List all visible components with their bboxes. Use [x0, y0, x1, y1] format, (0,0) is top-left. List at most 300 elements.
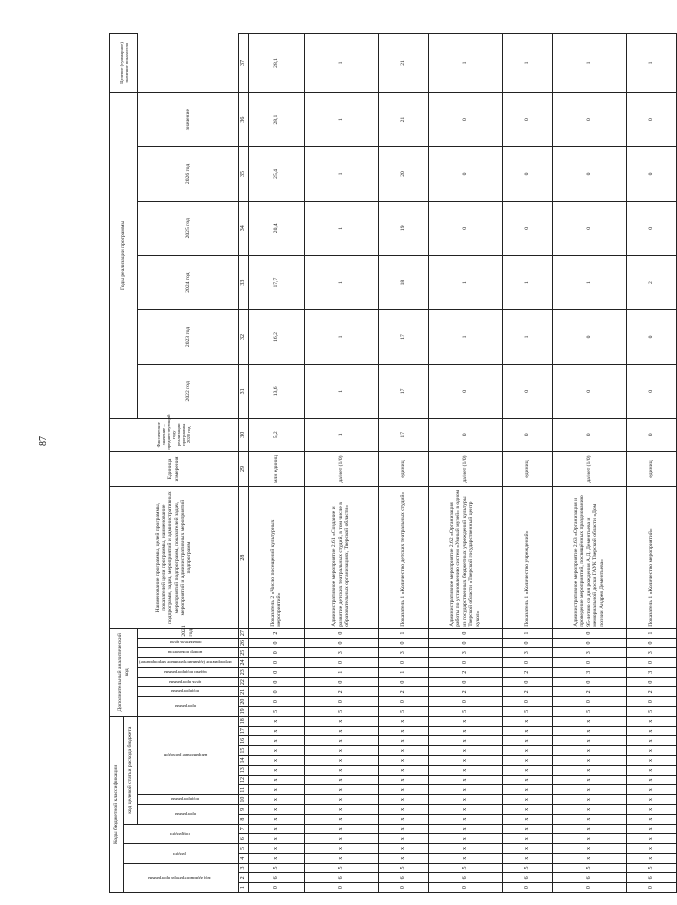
row-year-value: 0	[552, 92, 626, 146]
code-cell: х	[428, 746, 502, 756]
column-number: 4	[238, 853, 248, 863]
code-cell: 0	[428, 638, 502, 648]
code-cell: 0	[378, 658, 428, 668]
code-cell: х	[304, 824, 378, 834]
code-cell: 5	[502, 707, 552, 717]
column-number: 1	[238, 883, 248, 893]
row-year-value: 1	[304, 255, 378, 309]
page-number: 87	[38, 436, 49, 446]
code-cell: х	[248, 775, 304, 785]
row-year-value: 1	[502, 255, 552, 309]
code-cell: 0	[626, 883, 676, 893]
column-number: 29	[238, 451, 248, 487]
code-cell: х	[304, 726, 378, 736]
code-cell: х	[378, 775, 428, 785]
code-cell: 2	[304, 687, 378, 697]
code-cell: 0	[304, 677, 378, 687]
code-cell: х	[378, 844, 428, 854]
header-pokazatel: номер показателя	[168, 650, 203, 656]
code-cell: 6	[248, 873, 304, 883]
code-cell: х	[378, 746, 428, 756]
code-cell: х	[502, 726, 552, 736]
header-pokazatel-kod: показатель цели	[169, 640, 202, 646]
header-name: Наименование программы, целей программы, показателей цели программы, наименование подпрограмм, задач, мероприятий и административных мероприятий подпрограмм, показателей задач, мероприятий и административных мероприятий подпрограмм	[110, 487, 239, 628]
row-year-value: 0	[552, 201, 626, 255]
code-cell: 3	[378, 648, 428, 658]
column-number: 32	[238, 310, 248, 364]
row-name: Показатель 2 «Число посещений культурных мероприятий»	[248, 487, 304, 628]
code-cell: 3	[552, 648, 626, 658]
code-cell: х	[552, 726, 626, 736]
column-number: 10	[238, 795, 248, 805]
row-year-value: 16,2	[248, 310, 304, 364]
row-year-value: 1	[428, 310, 502, 364]
table-row	[552, 34, 626, 893]
code-cell: 0	[248, 648, 304, 658]
row-year-value: 0	[428, 147, 502, 201]
row-actual: 0	[502, 418, 552, 451]
header-meropriyatie-type: мероприятие (административное мероприятие)	[139, 660, 232, 666]
code-cell: 0	[552, 638, 626, 648]
code-cell: х	[428, 716, 502, 726]
code-cell: х	[552, 824, 626, 834]
code-cell: х	[626, 785, 676, 795]
row-unit: единиц	[502, 451, 552, 487]
code-cell: х	[248, 746, 304, 756]
code-cell: х	[626, 716, 676, 726]
code-cell: х	[378, 824, 428, 834]
code-cell: 0	[502, 697, 552, 707]
header-meropriyatie-num: задачи подпрограммы	[163, 669, 207, 675]
row-target: 1	[626, 34, 676, 93]
code-cell: х	[428, 824, 502, 834]
code-cell: х	[502, 736, 552, 746]
code-cell: х	[428, 804, 502, 814]
header-years-group: Годы реализации программы	[110, 92, 138, 418]
code-cell: 5	[552, 707, 626, 717]
column-number: 21	[238, 687, 248, 697]
row-year-value: 1	[428, 255, 502, 309]
header-2021: 2021 год	[138, 628, 239, 638]
column-number: 33	[238, 255, 248, 309]
header-additional-group: Дополнительный аналитический код	[110, 628, 138, 716]
column-number: 7	[238, 824, 248, 834]
code-cell: х	[502, 785, 552, 795]
code-cell: х	[248, 765, 304, 775]
code-cell: 0	[304, 628, 378, 638]
code-cell: х	[502, 746, 552, 756]
header-napravlenie: направление расходов	[163, 753, 207, 758]
column-number: 6	[238, 834, 248, 844]
row-year-value: 0	[428, 201, 502, 255]
row-year-value: 17	[378, 364, 428, 418]
column-number: 31	[238, 364, 248, 418]
code-cell: 0	[248, 667, 304, 677]
code-cell: х	[304, 756, 378, 766]
code-cell: 0	[304, 658, 378, 668]
code-cell: х	[626, 824, 676, 834]
header-2026: 2026 год	[138, 147, 239, 201]
code-cell: 1	[304, 667, 378, 677]
code-cell: 0	[626, 658, 676, 668]
code-cell: х	[304, 746, 378, 756]
code-cell: х	[502, 834, 552, 844]
code-cell: х	[626, 814, 676, 824]
column-number: 8	[238, 814, 248, 824]
code-cell: х	[304, 765, 378, 775]
code-cell: х	[304, 795, 378, 805]
code-cell: х	[502, 716, 552, 726]
code-cell: 0	[304, 638, 378, 648]
row-year-value: 1	[304, 147, 378, 201]
header-2022: 2022 год	[138, 364, 239, 418]
code-cell: 5	[248, 707, 304, 717]
code-cell: 0	[502, 677, 552, 687]
code-cell: 3	[626, 648, 676, 658]
header-unit: Единица измерения	[110, 451, 239, 487]
column-number: 26	[238, 638, 248, 648]
code-cell: 5	[552, 863, 626, 873]
column-number: 30	[238, 418, 248, 451]
code-cell: 1	[378, 628, 428, 638]
code-cell: х	[248, 756, 304, 766]
header-actual: Фактическое значение – предшествующий году реализации программы 2020 год	[110, 418, 239, 451]
column-number: 24	[238, 658, 248, 668]
column-number: 16	[238, 736, 248, 746]
row-year-value: 20	[378, 147, 428, 201]
code-cell: 2	[428, 667, 502, 677]
code-cell: 0	[552, 658, 626, 668]
code-cell: х	[552, 795, 626, 805]
row-year-value: 28,1	[248, 92, 304, 146]
code-cell: х	[428, 726, 502, 736]
code-cell: х	[626, 726, 676, 736]
code-cell: 0	[428, 658, 502, 668]
row-year-value: 1	[304, 92, 378, 146]
code-cell: х	[502, 853, 552, 863]
row-target: 1	[304, 34, 378, 93]
code-cell: 0	[626, 697, 676, 707]
code-cell: х	[626, 853, 676, 863]
row-name: Показатель 1 «Количество детских театральных студий»	[378, 487, 428, 628]
code-cell: х	[304, 814, 378, 824]
table-body	[248, 34, 676, 893]
code-cell: 0	[378, 677, 428, 687]
column-number: 22	[238, 677, 248, 687]
row-year-value: 1	[304, 364, 378, 418]
code-cell: х	[626, 775, 676, 785]
code-cell: х	[248, 785, 304, 795]
row-target: 1	[502, 34, 552, 93]
code-cell: 3	[428, 648, 502, 658]
code-cell: х	[378, 814, 428, 824]
code-cell: 0	[626, 638, 676, 648]
row-name: Административное мероприятие 2.63 «Организация и проведение мероприятий, посвящённых празднованию 95-летию со дня рождения А.Д. Дементьева и мемориальной доски ГАУК Тверской области «Дом поэзии Андрея Дементьева»	[552, 487, 626, 628]
code-cell: 0	[378, 638, 428, 648]
row-actual: 17	[378, 418, 428, 451]
column-number: 28	[238, 487, 248, 628]
row-unit: да/нет (1/0)	[304, 451, 378, 487]
column-number: 12	[238, 775, 248, 785]
row-unit: млн единиц	[248, 451, 304, 487]
code-cell: х	[626, 756, 676, 766]
header-codes-group: Коды бюджетной классификации	[110, 716, 124, 892]
code-cell: х	[428, 853, 502, 863]
column-number: 9	[238, 804, 248, 814]
row-target: 1	[552, 34, 626, 93]
row-year-value: 1	[304, 310, 378, 364]
header-2023: 2023 год	[138, 310, 239, 364]
row-unit: да/нет (1/0)	[552, 451, 626, 487]
row-year-value: 0	[626, 92, 676, 146]
row-target: 28,1	[248, 34, 304, 93]
row-year-value: 13,6	[248, 364, 304, 418]
row-name: Административное мероприятие 2.62 «Организация работы по установлению систем «Умный музей» в одном из государственных бюджетных учреждений культуры Тверской области «Тверской государственный центр кукол»	[428, 487, 502, 628]
code-cell: 0	[626, 677, 676, 687]
code-cell: 5	[428, 707, 502, 717]
code-cell: 0	[248, 658, 304, 668]
code-cell: х	[552, 785, 626, 795]
table-row	[304, 34, 378, 893]
code-cell: 5	[502, 863, 552, 873]
row-year-value: 0	[626, 147, 676, 201]
code-cell: 6	[428, 873, 502, 883]
column-number: 13	[238, 765, 248, 775]
code-cell: 0	[502, 658, 552, 668]
code-cell: х	[626, 795, 676, 805]
code-cell: 0	[304, 697, 378, 707]
code-cell: 2	[428, 687, 502, 697]
row-year-value: 0	[552, 147, 626, 201]
code-cell: х	[304, 716, 378, 726]
row-year-value: 25,4	[248, 147, 304, 201]
code-cell: х	[502, 824, 552, 834]
code-cell: х	[428, 814, 502, 824]
header-programma-2: программа	[174, 704, 196, 710]
code-cell: х	[552, 775, 626, 785]
code-cell: 5	[428, 863, 502, 873]
row-actual: 5,2	[248, 418, 304, 451]
code-cell: х	[552, 756, 626, 766]
code-cell: 0	[428, 883, 502, 893]
code-cell: 0	[304, 883, 378, 893]
row-year-value: 17,7	[248, 255, 304, 309]
header-podprogramma-2: подпрограмма	[171, 689, 200, 695]
code-cell: х	[428, 765, 502, 775]
column-number: 19	[238, 707, 248, 717]
code-cell: 3	[626, 667, 676, 677]
code-cell: 3	[552, 667, 626, 677]
header-value: значение	[138, 92, 239, 146]
code-cell: 5	[378, 863, 428, 873]
column-number: 2	[238, 873, 248, 883]
code-cell: х	[552, 844, 626, 854]
row-year-value: 2	[626, 255, 676, 309]
row-year-value: 18	[378, 255, 428, 309]
row-year-value: 0	[428, 364, 502, 418]
code-cell: 0	[428, 677, 502, 687]
code-cell: 6	[552, 873, 626, 883]
code-cell: х	[626, 765, 676, 775]
code-cell: х	[248, 726, 304, 736]
row-unit: да/нет (1/0)	[428, 451, 502, 487]
header-podprogramma: подпрограмма	[171, 797, 200, 803]
code-cell: 0	[248, 677, 304, 687]
code-cell: х	[304, 804, 378, 814]
code-cell: 1	[626, 628, 676, 638]
code-cell: х	[552, 746, 626, 756]
code-cell: х	[378, 785, 428, 795]
column-number: 18	[238, 716, 248, 726]
row-actual: 0	[428, 418, 502, 451]
table-row	[428, 34, 502, 893]
table-row	[378, 34, 428, 893]
code-cell: х	[378, 716, 428, 726]
code-cell: х	[626, 804, 676, 814]
code-cell: х	[428, 795, 502, 805]
row-year-value: 19	[378, 201, 428, 255]
row-year-value: 0	[502, 92, 552, 146]
code-cell: х	[502, 765, 552, 775]
code-cell: 2	[626, 687, 676, 697]
code-cell: 0	[552, 697, 626, 707]
code-cell: х	[304, 853, 378, 863]
code-cell: 0	[502, 883, 552, 893]
code-cell: 0	[248, 697, 304, 707]
code-cell: х	[248, 834, 304, 844]
code-cell: 6	[304, 873, 378, 883]
table-row	[626, 34, 676, 893]
column-number: 27	[238, 628, 248, 638]
code-cell: 3	[304, 648, 378, 658]
code-cell: х	[378, 834, 428, 844]
column-number: 25	[238, 648, 248, 658]
row-name: Административное мероприятие 2.61 «Создание и развитие детских театральных студий, в том числе в образовательных организациях, Тверской области»	[304, 487, 378, 628]
code-cell: х	[502, 775, 552, 785]
header-programma: программа	[174, 811, 196, 817]
code-cell: 3	[502, 648, 552, 658]
code-cell: х	[428, 785, 502, 795]
row-year-value: 0	[626, 310, 676, 364]
column-number: 11	[238, 785, 248, 795]
code-cell: 2	[378, 687, 428, 697]
code-cell: х	[378, 756, 428, 766]
code-cell: х	[428, 775, 502, 785]
table-row	[502, 34, 552, 893]
table-row	[248, 34, 304, 893]
row-year-value: 0	[552, 310, 626, 364]
code-cell: 2	[552, 687, 626, 697]
code-cell: 5	[248, 863, 304, 873]
code-cell: х	[552, 834, 626, 844]
code-cell: х	[502, 814, 552, 824]
code-cell: х	[304, 844, 378, 854]
row-actual: 1	[304, 418, 378, 451]
header-zadacha: цель программы	[169, 679, 202, 685]
code-cell: 0	[248, 687, 304, 697]
code-cell: х	[502, 795, 552, 805]
code-cell: х	[428, 736, 502, 746]
header-target-article: код целевой статьи расхода бюджета	[124, 716, 138, 824]
row-unit: единиц	[378, 451, 428, 487]
code-cell: х	[248, 716, 304, 726]
code-cell: х	[502, 844, 552, 854]
code-cell: х	[428, 844, 502, 854]
row-year-value: 0	[626, 364, 676, 418]
code-cell: х	[304, 834, 378, 844]
code-cell: х	[378, 795, 428, 805]
code-cell: 1	[502, 628, 552, 638]
column-number-row	[238, 34, 248, 893]
code-cell: х	[248, 814, 304, 824]
code-cell: х	[378, 765, 428, 775]
code-cell: 0	[552, 628, 626, 638]
row-year-value: 21	[378, 92, 428, 146]
code-cell: х	[626, 746, 676, 756]
code-cell: х	[248, 844, 304, 854]
header-admin-code: код администратора программы	[148, 875, 211, 881]
code-cell: х	[304, 736, 378, 746]
code-cell: х	[552, 804, 626, 814]
program-table-sheet	[109, 33, 654, 893]
code-cell: х	[552, 716, 626, 726]
code-cell: 2	[248, 628, 304, 638]
code-cell: х	[428, 834, 502, 844]
code-cell: 0	[248, 638, 304, 648]
code-cell: х	[248, 824, 304, 834]
row-target: 1	[428, 34, 502, 93]
code-cell: х	[378, 736, 428, 746]
row-year-value: 20,4	[248, 201, 304, 255]
code-cell: 0	[552, 883, 626, 893]
column-number: 15	[238, 746, 248, 756]
code-cell: х	[248, 795, 304, 805]
code-cell: х	[626, 736, 676, 746]
code-cell: х	[626, 834, 676, 844]
code-cell: х	[304, 775, 378, 785]
code-cell: 2	[502, 687, 552, 697]
code-cell: 6	[626, 873, 676, 883]
column-number: 34	[238, 201, 248, 255]
code-cell: х	[304, 785, 378, 795]
row-unit: единиц	[626, 451, 676, 487]
code-cell: х	[378, 804, 428, 814]
code-cell: х	[502, 804, 552, 814]
column-number: 14	[238, 756, 248, 766]
header-2025: 2025 год	[138, 201, 239, 255]
row-name: Показатель 1 «Количество мероприятий»	[626, 487, 676, 628]
code-cell: 6	[502, 873, 552, 883]
code-cell: 0	[378, 883, 428, 893]
code-cell: х	[552, 814, 626, 824]
code-cell: 0	[502, 638, 552, 648]
program-indicators-table	[109, 33, 677, 893]
column-number: 23	[238, 667, 248, 677]
column-number: 5	[238, 844, 248, 854]
code-cell: 0	[378, 697, 428, 707]
code-cell: х	[552, 853, 626, 863]
header-podrazdel: подраздел	[169, 831, 190, 837]
code-cell: 0	[428, 697, 502, 707]
code-cell: 5	[378, 707, 428, 717]
code-cell: 5	[626, 863, 676, 873]
column-number: 37	[238, 34, 248, 93]
row-year-value: 0	[428, 92, 502, 146]
row-actual: 0	[552, 418, 626, 451]
code-cell: 0	[552, 677, 626, 687]
code-cell: х	[248, 804, 304, 814]
column-number: 36	[238, 92, 248, 146]
